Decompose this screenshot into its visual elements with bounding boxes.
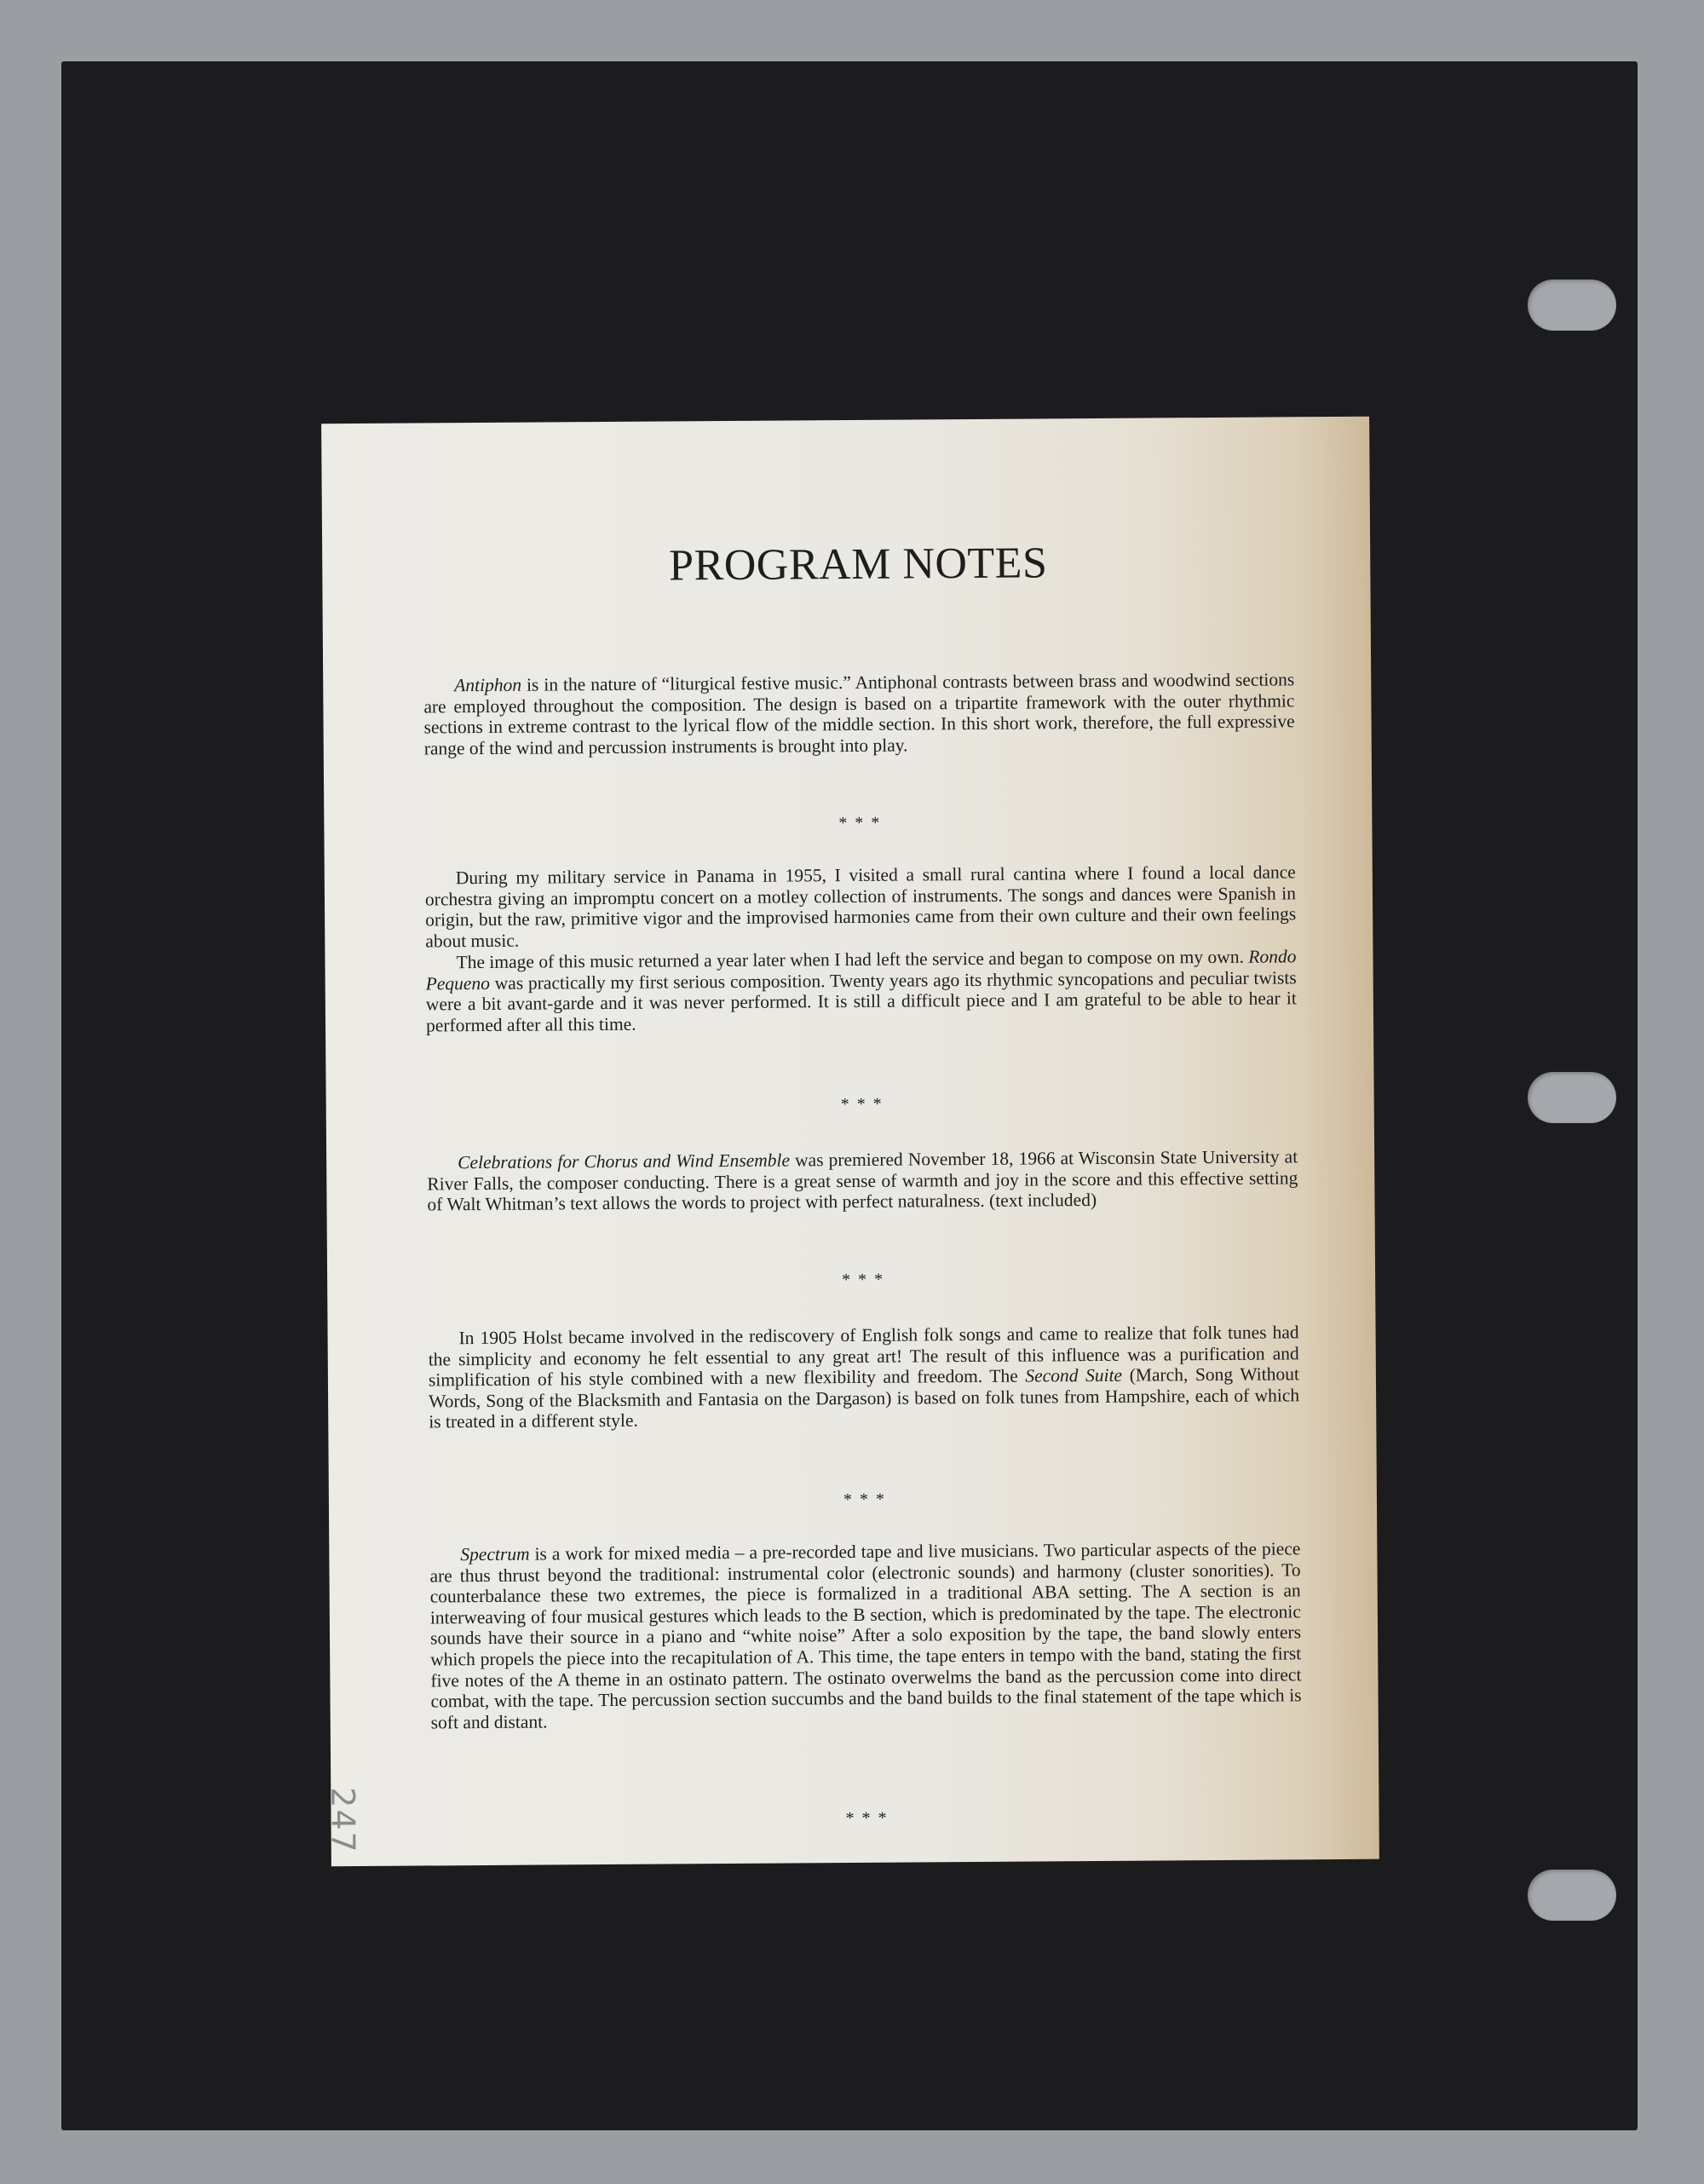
separator-1: * * * (838, 813, 882, 833)
page-title: PROGRAM NOTES (668, 539, 1048, 591)
paragraph-rondo-text: was practically my first serious composition. Twenty years ago its rhythmic syncopations and peculiar twists were a bit avant-garde and it was never performed. It is still a difficult piece and I am grateful to be able to hear it performed after all this time. (425, 966, 1297, 1036)
work-title-second-suite: Second Suite (1025, 1364, 1123, 1386)
program-notes-page (321, 417, 1379, 1867)
paragraph-holst-text: (March, Song Without Words, Song of the Blacksmith and Fantasia on the Dargason) is based on folk tunes from Hampshire, each of which is treated in a different style. (429, 1363, 1300, 1432)
binder-hole-middle (1528, 1072, 1616, 1123)
paragraph-celebrations (427, 1146, 1298, 1215)
binder-hole-bottom (1528, 1870, 1616, 1921)
paragraph-celebrations-text: was premiered November 18, 1966 at Wisconsin State University at River Falls, the composer conducting. There is a great sense of warmth and joy in the score and this effective setting of Walt Whitman’s text allows the words to project with perfect naturalness. (text included) (427, 1146, 1298, 1215)
work-title-celebrations: Celebrations for Chorus and Wind Ensemble (458, 1150, 791, 1173)
binder-hole-top (1528, 279, 1616, 331)
paragraph-spectrum-text: is a work for mixed media – a pre-recorded tape and live musicians. Two particular aspects of the piece are thus thrust beyond the traditional: instrumental color (electronic sounds) and harmony (cluster sonorities). To counterbalance these two extremes, the piece is formalized in a traditional ABA setting. The A section is an interweaving of four musical gestures which leads to the B section, which is predominated by the tape. The electronic sounds have their source in a piano and “white noise” After a solo exposition by the tape, the band slowly enters which propels the piece into the recapitulation of A. This time, the tape enters in tempo with the band, stating the first five notes of the A theme in an ostinato pattern. The ostinato overwelms the band as the percussion come into direct combat, with the tape. The percussion section succumbs and the band builds to the final statement of the tape which is soft and distant. (429, 1538, 1302, 1733)
work-title-antiphon: Antiphon (454, 674, 522, 696)
separator-3: * * * (842, 1270, 885, 1290)
work-title-spectrum: Spectrum (460, 1543, 530, 1565)
paragraph-panama: During my military service in Panama in 1955, I visited a small rural cantina where I found a local dance orchestra giving an impromptu concert on a motley collection of instruments. The songs and dances were Spanish in origin, but the raw, primitive vigor and the improvised harmonies came from their own culture and their own feelings about music. (424, 861, 1297, 952)
paragraph-rondo (425, 946, 1297, 1036)
paragraph-holst (429, 1322, 1300, 1432)
separator-4: * * * (843, 1490, 887, 1510)
separator-5: * * * (845, 1808, 889, 1829)
paragraph-antiphon-text: is in the nature of “liturgical festive music.” Antiphonal contrasts between brass and woodwind sections are employed throughout the composition. The design is based on a tripartite framework with the outer rhythmic sections in extreme contrast to the lyrical flow of the middle section. In this short work, therefore, the full expressive range of the wind and percussion instruments is brought into play. (423, 669, 1295, 759)
paragraph-rondo-intro: The image of this music returned a year later when I had left the service and began to compose on my own. (456, 946, 1249, 973)
work-title-rondo: Rondo Pequeno (425, 946, 1297, 994)
separator-2: * * * (840, 1094, 884, 1115)
pencil-page-number: 247 (324, 1787, 362, 1854)
paragraph-holst-intro: In 1905 Holst became involved in the rediscovery of English folk songs and came to realize that folk tunes had the simplicity and economy he felt essential to any great art! The result of this influence was a purification and simplification of his style combined with a new flexibility and freedom. The (428, 1322, 1299, 1391)
paragraph-spectrum (429, 1538, 1302, 1732)
paragraph-antiphon (423, 669, 1295, 759)
